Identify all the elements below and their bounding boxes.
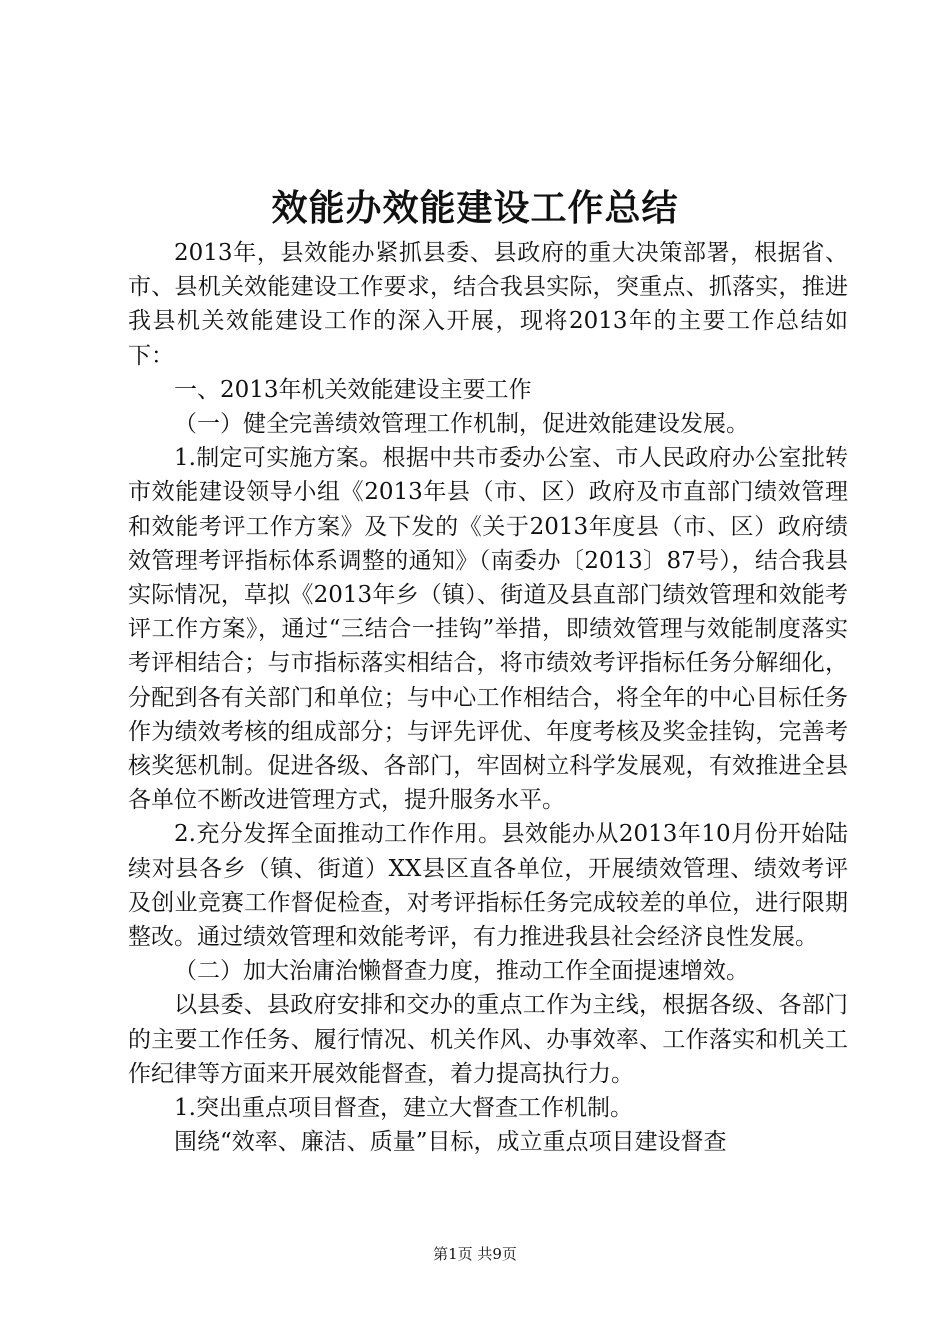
heading-subsection-1: （一）健全完善绩效管理工作机制，促进效能建设发展。 [174, 411, 749, 438]
document-title: 效能办效能建设工作总结 [271, 187, 679, 229]
paragraph-intro: 2013年，县效能办紧抓县委、县政府的重大决策部署，根据省、市、县机关效能建设工作要求，结合我县实际，突重点、抓落实，推进我县机关效能建设工作的深入开展，现将2013年的主要工作总结如下： [128, 240, 848, 369]
paragraph-item-1: 1.制定可实施方案。根据中共市委办公室、市人民政府办公室批转市效能建设领导小组《2013年县（市、区）政府及市直部门绩效管理和效能考评工作方案》及下发的《关于2013年度县（市、区）政府绩效管理考评指标体系调整的通知》（南委办〔2013〕87号），结合我县实际情况，草拟《2013年乡（镇）、街道及县直部门绩效管理和效能考评工作方案》，通过“三结合一挂钩”举措，即绩效管理与效能制度落实考评相结合；与市指标落实相结合，将市绩效考评指标任务分解细化，分配到各有关部门和单位；与中心工作相结合，将全年的中心目标任务作为绩效考核的组成部分；与评先评优、年度考核及奖金挂钩，完善考核奖惩机制。促进各级、各部门，牢固树立科学发展观，有效推进全县各单位不断改进管理方式，提升服务水平。 [128, 445, 848, 814]
paragraph-continued: 围绕“效率、廉洁、质量”目标，成立重点项目建设督查 [174, 1129, 727, 1156]
document-body [128, 236, 848, 1159]
heading-section-1: 一、2013年机关效能建设主要工作 [174, 376, 532, 403]
paragraph-item-3: 1.突出重点项目督查，建立大督查工作机制。 [174, 1095, 633, 1122]
heading-subsection-2: （二）加大治庸治懒督查力度，推动工作全面提速增效。 [174, 958, 749, 985]
paragraph-supervision: 以县委、县政府安排和交办的重点工作为主线，根据各级、各部门的主要工作任务、履行情况、机关作风、办事效率、工作落实和机关工作纪律等方面来开展效能督查，着力提高执行力。 [128, 992, 848, 1087]
paragraph-item-2: 2.充分发挥全面推动工作作用。县效能办从2013年10月份开始陆续对县各乡（镇、街道）XX县区直各单位，开展绩效管理、绩效考评及创业竞赛工作督促检查，对考评指标任务完成较差的单位，进行限期整改。通过绩效管理和效能考评，有力推进我县社会经济良性发展。 [128, 821, 848, 951]
page-footer: 第1页 共9页 [433, 1245, 517, 1263]
